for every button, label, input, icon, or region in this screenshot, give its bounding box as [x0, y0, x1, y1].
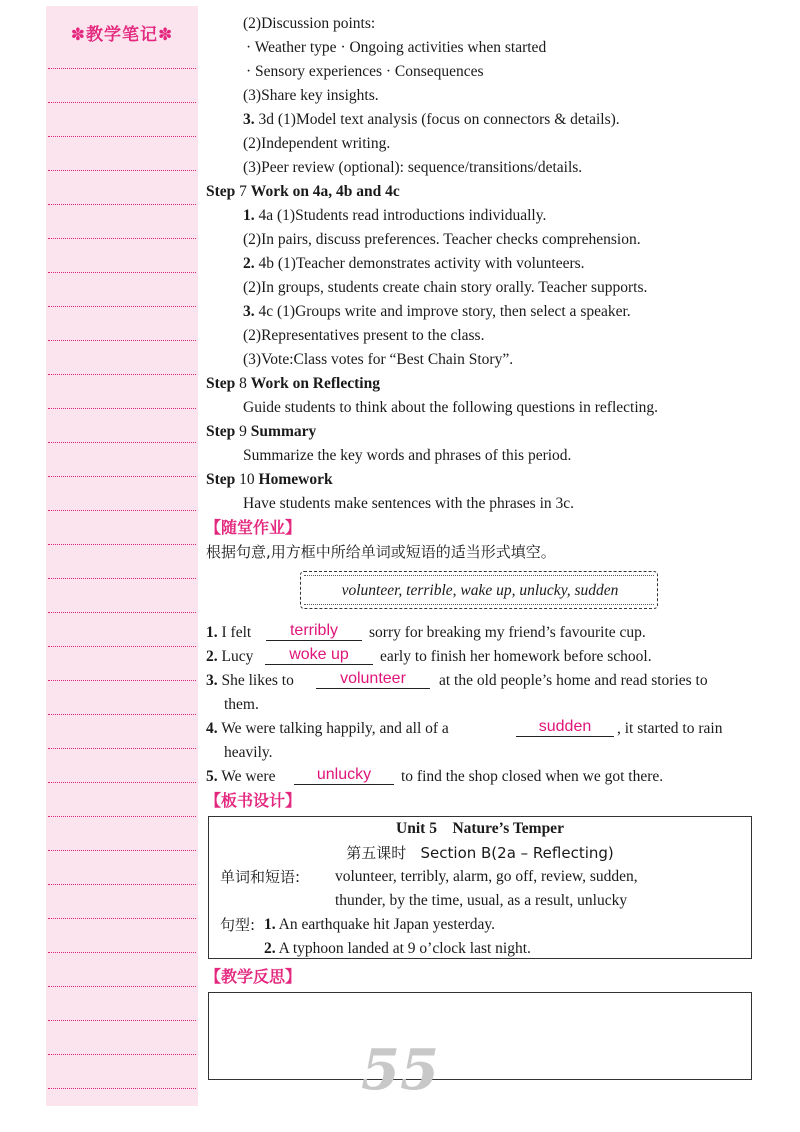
- lesson-line: (2)Discussion points:: [243, 15, 376, 32]
- lesson-line: Guide students to think about the following questions in reflecting.: [243, 399, 658, 416]
- lesson-line: (3)Peer review (optional): sequence/transitions/details.: [243, 159, 583, 176]
- answer-blank-2[interactable]: woke up: [265, 646, 373, 665]
- lesson-line: (3)Vote:Class votes for “Best Chain Story”.: [243, 351, 514, 368]
- answer-blank-4[interactable]: sudden: [516, 718, 614, 737]
- answer-blank-1[interactable]: terribly: [266, 622, 362, 641]
- reflection-heading: 【教学反思】: [205, 967, 302, 986]
- question-4: 4. We were talking happily, and all of a: [206, 720, 449, 737]
- lesson-line: 1. 4a (1)Students read introductions individually.: [243, 207, 547, 224]
- question-4-rest: , it started to rain: [617, 720, 723, 737]
- question-4-cont: heavily.: [224, 744, 273, 761]
- vocab-label: 单词和短语:: [220, 868, 301, 886]
- board-design-heading: 【板书设计】: [205, 791, 302, 810]
- sentence-1: 1. An earthquake hit Japan yesterday.: [264, 916, 495, 933]
- question-2-rest: early to finish her homework before school.: [380, 648, 652, 665]
- lesson-line: 3. 3d (1)Model text analysis (focus on connectors & details).: [243, 111, 620, 128]
- sentence-label: 句型:: [220, 916, 256, 934]
- exercise-heading: 【随堂作业】: [205, 518, 302, 537]
- step-10-heading: Step 10 Homework: [206, 471, 333, 488]
- lesson-line: · Sensory experiences · Consequences: [246, 63, 484, 80]
- question-3: 3. She likes to: [206, 672, 294, 689]
- lesson-line: (2)Representatives present to the class.: [243, 327, 485, 344]
- lesson-line: 2. 4b (1)Teacher demonstrates activity with volunteers.: [243, 255, 585, 272]
- lesson-line: 3. 4c (1)Groups write and improve story, then select a speaker.: [243, 303, 631, 320]
- sentence-2: 2. A typhoon landed at 9 o’clock last night.: [264, 940, 531, 957]
- answer-blank-3[interactable]: volunteer: [316, 670, 430, 689]
- step-8-heading: Step 8 Work on Reflecting: [206, 375, 380, 392]
- answer-blank-5[interactable]: unlucky: [294, 766, 394, 785]
- reflection-box[interactable]: [208, 992, 752, 1080]
- exercise-instruction: 根据句意,用方框中所给单词或短语的适当形式填空。: [206, 543, 556, 561]
- question-3-rest: at the old people’s home and read stories to: [439, 672, 708, 689]
- lesson-line: (3)Share key insights.: [243, 87, 379, 104]
- lesson-line: (2)Independent writing.: [243, 135, 391, 152]
- step-9-heading: Step 9 Summary: [206, 423, 317, 440]
- question-5-rest: to find the shop closed when we got there.: [401, 768, 664, 785]
- lesson-line: (2)In groups, students create chain story orally. Teacher supports.: [243, 279, 648, 296]
- question-2: 2. Lucy: [206, 648, 254, 665]
- step-7-heading: Step 7 Work on 4a, 4b and 4c: [206, 183, 400, 200]
- item-number: 3.: [243, 303, 255, 320]
- question-3-cont: them.: [224, 696, 259, 713]
- vocab-line-2: thunder, by the time, usual, as a result, unlucky: [335, 892, 628, 909]
- question-5: 5. We were: [206, 768, 276, 785]
- lesson-line: (2)In pairs, discuss preferences. Teacher checks comprehension.: [243, 231, 641, 248]
- question-1-rest: sorry for breaking my friend’s favourite cup.: [369, 624, 646, 641]
- question-1: 1. I felt: [206, 624, 252, 641]
- item-number: 1.: [243, 207, 255, 224]
- word-list: volunteer, terrible, wake up, unlucky, sudden: [341, 582, 619, 599]
- item-number: 3.: [243, 111, 255, 128]
- board-subtitle: 第五课时 Section B(2a – Reflecting): [346, 844, 614, 862]
- word-box: [300, 571, 658, 609]
- vocab-line-1: volunteer, terribly, alarm, go off, review, sudden,: [335, 868, 638, 885]
- sidebar-title: ✽教学笔记✽: [70, 25, 174, 45]
- board-title: Unit 5 Nature’s Temper: [396, 820, 564, 837]
- item-number: 2.: [243, 255, 255, 272]
- lesson-line: Summarize the key words and phrases of this period.: [243, 447, 572, 464]
- lesson-line: · Weather type · Ongoing activities when started: [246, 39, 547, 56]
- lesson-line: Have students make sentences with the phrases in 3c.: [243, 495, 575, 512]
- page-number: 55: [361, 1037, 439, 1103]
